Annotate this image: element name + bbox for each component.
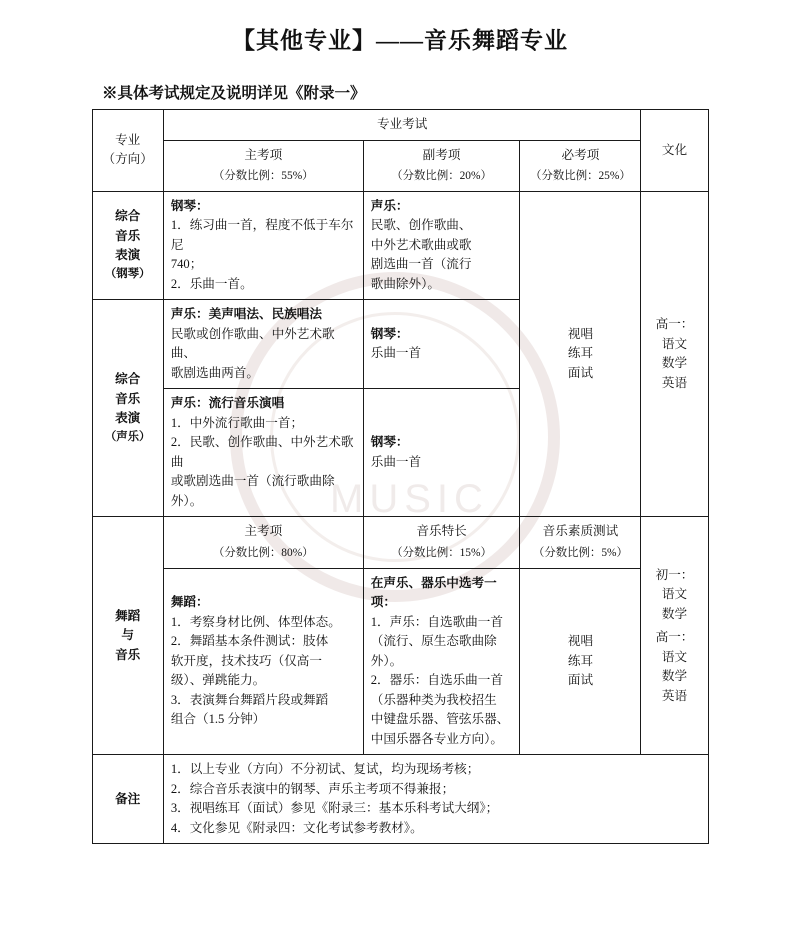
cell-line: 2．民歌、创作歌曲、中外艺术歌曲 — [170, 435, 354, 469]
cell-vocal-pop-main — [163, 389, 363, 517]
header-dance-main-pct: （分数比例：80%） — [212, 546, 314, 559]
header-major-cell — [92, 110, 163, 192]
culture-line: 高一： — [655, 317, 694, 332]
row-label-sub: （钢琴） — [104, 267, 151, 280]
cell-line: 或歌剧选曲一首（流行歌曲除外）。 — [170, 474, 335, 508]
header-major-sub: （方向） — [102, 152, 153, 167]
culture-line: 数学 — [661, 606, 688, 621]
cell-line: 中外艺术歌曲或歌 — [370, 237, 472, 252]
culture-line: 语文 — [661, 649, 688, 664]
header-required-item-pct: （分数比例：25%） — [530, 170, 631, 183]
row-label-comprehensive-vocal — [92, 300, 163, 517]
row-label-line-2: 与 — [121, 628, 134, 643]
cell-line: 歌曲除外）。 — [370, 276, 440, 291]
header-music-quality-pct: （分数比例：5%） — [532, 546, 628, 559]
header-required-item — [520, 140, 641, 191]
cell-line: 歌剧选曲两首。 — [170, 365, 259, 380]
cell-line: 级）、弹跳能力。 — [170, 673, 266, 688]
remarks-item: 2．综合音乐表演中的钢琴、声乐主考项不得兼报； — [170, 781, 455, 796]
cell-line: 2．器乐：自选乐曲一首 — [370, 673, 503, 688]
table-row-dance-music — [92, 568, 708, 755]
header-professional-exam: 专业考试 — [163, 110, 641, 141]
row-label-line-2: 音乐 — [115, 391, 141, 406]
remarks-item: 1．以上专业（方向）不分初试、复试，均为现场考核； — [170, 762, 480, 777]
row-label-dance-music — [92, 517, 163, 755]
header-main-item-label: 主考项 — [244, 147, 283, 162]
culture-line: 数学 — [661, 669, 688, 684]
header-secondary-item — [363, 140, 520, 191]
remarks-item: 3．视唱练耳（面试）参见《附录三：基本乐科考试大纲》； — [170, 801, 499, 816]
header-secondary-item-pct: （分数比例：20%） — [391, 170, 492, 183]
cell-vocal-pop-secondary — [363, 389, 520, 517]
cell-line: 软开度，技术技巧（仅高一 — [170, 653, 322, 668]
culture-line: 英语 — [661, 688, 688, 703]
cell-title: 声乐：美声唱法、民族唱法 — [170, 307, 322, 322]
required-line: 视唱 — [567, 634, 594, 649]
cell-line: （乐器种类为我校招生 — [370, 692, 497, 707]
required-line: 练耳 — [567, 653, 594, 668]
cell-line: 1．练习曲一首，程度不低于车尔尼 — [170, 218, 354, 252]
cell-line: 3．表演舞台舞蹈片段或舞蹈 — [170, 692, 329, 707]
remarks-item: 4．文化参见《附录四：文化考试参考教材》。 — [170, 820, 423, 835]
cell-line: （流行、原生态歌曲除 — [370, 634, 497, 649]
cell-line: 外）。 — [370, 653, 403, 668]
culture-line: 语文 — [661, 587, 688, 602]
header-music-specialty-label: 音乐特长 — [416, 524, 467, 539]
culture-line: 语文 — [661, 336, 688, 351]
cell-title: 声乐：流行音乐演唱 — [170, 396, 285, 411]
page-title: 【其他专业】——音乐舞蹈专业 — [232, 28, 568, 53]
header-main-item — [163, 140, 363, 191]
cell-line: 1．中外流行歌曲一首； — [170, 415, 304, 430]
cell-line: 乐曲一首 — [370, 454, 422, 469]
header-secondary-item-label: 副考项 — [422, 147, 461, 162]
table-header-row-1 — [92, 110, 708, 141]
row-label-line-1: 舞蹈 — [115, 608, 141, 623]
cell-required-common-1 — [520, 191, 641, 517]
required-line: 面试 — [567, 673, 594, 688]
header-culture: 文化 — [641, 110, 708, 192]
cell-required-common-2 — [520, 568, 641, 755]
header-major: 专业 — [115, 132, 141, 147]
row-label-line-1: 综合 — [115, 209, 141, 224]
cell-title: 钢琴： — [170, 198, 209, 213]
cell-line: 组合（1.5 分钟） — [170, 712, 266, 727]
remarks-body — [163, 755, 708, 844]
culture-line: 初一： — [655, 567, 694, 582]
culture-line: 英语 — [661, 375, 688, 390]
row-label-line-3: 音乐 — [115, 647, 141, 662]
cell-line: 民歌或创作歌曲、中外艺术歌曲、 — [170, 326, 335, 361]
row-label-line-2: 音乐 — [115, 228, 141, 243]
watermark-text: MUSIC — [330, 477, 489, 521]
header-music-quality-label: 音乐素质测试 — [542, 524, 619, 539]
header-music-quality-test — [520, 517, 641, 568]
table-subheader-dance — [92, 517, 708, 568]
row-label-line-3: 表演 — [115, 411, 141, 426]
header-main-item-pct: （分数比例：55%） — [212, 170, 314, 183]
cell-culture-1 — [641, 191, 708, 517]
cell-piano-secondary — [363, 191, 520, 300]
cell-line: 2．乐曲一首。 — [170, 276, 253, 291]
row-label-comprehensive-piano — [92, 191, 163, 300]
cell-line: 剧选曲一首（流行 — [370, 257, 472, 272]
table-header-row-2 — [92, 140, 708, 191]
culture-line: 高一： — [655, 630, 694, 645]
remarks-label: 备注 — [92, 755, 163, 844]
cell-line: 1．声乐：自选歌曲一首 — [370, 614, 503, 629]
cell-dance-main — [163, 568, 363, 755]
cell-piano-main — [163, 191, 363, 300]
row-label-line-3: 表演 — [115, 248, 141, 263]
cell-title: 在声乐、器乐中选考一项： — [370, 575, 497, 610]
document-note: ※具体考试规定及说明详见《附录一》 — [102, 85, 366, 102]
required-line: 面试 — [567, 365, 594, 380]
header-required-item-label: 必考项 — [561, 147, 600, 162]
required-line: 视唱 — [567, 326, 594, 341]
cell-title: 舞蹈： — [170, 595, 209, 610]
cell-title: 钢琴： — [370, 326, 409, 341]
culture-line: 数学 — [661, 356, 688, 371]
cell-culture-2 — [641, 517, 708, 755]
header-music-specialty — [363, 517, 520, 568]
cell-line: 民歌、创作歌曲、 — [370, 218, 472, 233]
document-page — [0, 22, 800, 936]
row-label-sub: （声乐） — [104, 430, 151, 443]
header-dance-main-item — [163, 517, 363, 568]
cell-line: 中键盘乐器、管弦乐器、 — [370, 712, 510, 727]
cell-line: 740； — [170, 257, 203, 272]
table-row-remarks — [92, 755, 708, 844]
cell-line: 中国乐器各专业方向）。 — [370, 731, 503, 746]
table-row-comprehensive-piano — [92, 191, 708, 300]
row-label-line-1: 综合 — [115, 372, 141, 387]
cell-vocal-classical-secondary — [363, 300, 520, 389]
required-line: 练耳 — [567, 346, 594, 361]
cell-title: 声乐： — [370, 198, 409, 213]
cell-line: 乐曲一首 — [370, 346, 422, 361]
cell-title: 钢琴： — [370, 435, 409, 450]
header-dance-main-label: 主考项 — [244, 524, 283, 539]
cell-vocal-classical-main — [163, 300, 363, 389]
header-music-specialty-pct: （分数比例：15%） — [391, 546, 492, 559]
exam-requirements-table — [92, 109, 709, 844]
cell-line: 2．舞蹈基本条件测试：肢体 — [170, 634, 329, 649]
cell-music-specialty — [363, 568, 520, 755]
cell-line: 1．考察身材比例、体型体态。 — [170, 614, 341, 629]
